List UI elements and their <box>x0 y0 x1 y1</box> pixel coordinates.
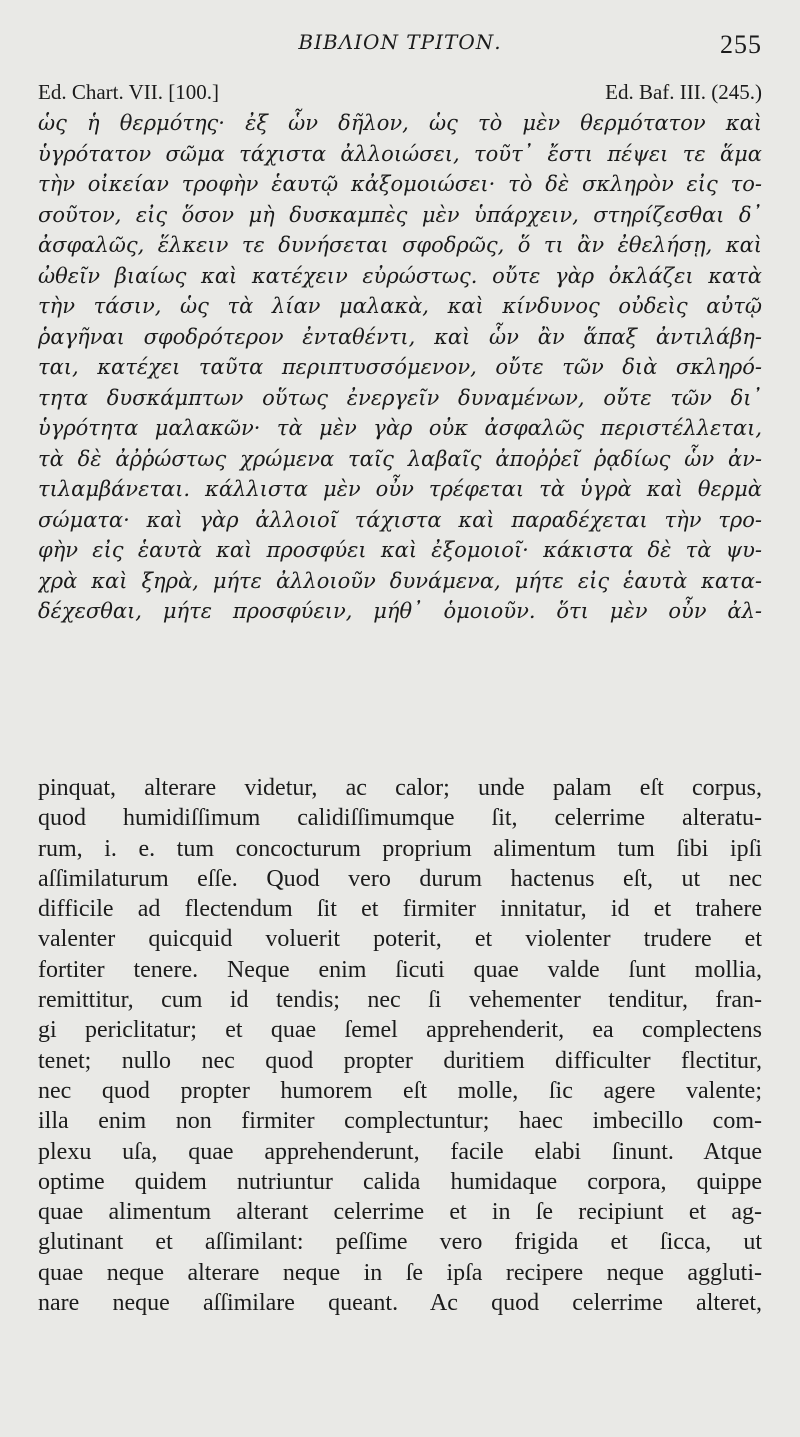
greek-line: ὠθεῖν βιαίως καὶ κατέχειν εὐρώστως. οὔτε γὰρ ὀκλάζει κατὰ <box>38 263 762 288</box>
greek-line: ται, κατέχει ταῦτα περιπτυσσόμενον, οὔτε τῶν διὰ σκληρό- <box>38 355 762 379</box>
greek-line: σοῦτον, εἰς ὅσον μὴ δυσκαμπὲς μὲν ὑπάρχειν, στηρίζεσθαι δ᾽ <box>38 202 762 227</box>
latin-line: difficile ad flectendum ſit et firmiter innitatur, id et trahere <box>38 896 762 923</box>
greek-line: δέχεσθαι, μήτε προσφύειν, μήθ᾽ ὁμοιοῦν. ὅτι μὲν οὖν ἀλ- <box>38 599 762 623</box>
latin-line: plexu uſa, quae apprehenderunt, facile elabi ſinunt. Atque <box>38 1138 762 1165</box>
latin-line: rum, i. e. tum concocturum proprium alimentum tum ſibi ipſi <box>38 835 762 862</box>
greek-line: τὰ δὲ ἀῤῥώστως χρώμενα ταῖς λαβαῖς ἀποῤῥεῖ ῥᾳδίως ὧν ἀν- <box>38 446 762 471</box>
edition-reference-left: Ed. Chart. VII. [100.] <box>38 80 219 104</box>
greek-line: ῥαγῆναι σφοδρότερον ἐνταθέντι, καὶ ὧν ἂν ἅπαξ ἀντιλάβη- <box>38 324 762 349</box>
greek-text-block <box>38 108 762 627</box>
greek-line: ὑγρότητα μαλακῶν· τὰ μὲν γὰρ οὐκ ἀσφαλῶς περιστέλλεται, <box>38 416 762 440</box>
greek-line: τὴν τάσιν, ὡς τὰ λίαν μαλακὰ, καὶ κίνδυνος οὐδεὶς αὐτῷ <box>38 294 762 318</box>
latin-line: fortiter tenere. Neque enim ſicuti quae valde ſunt mollia, <box>38 956 762 983</box>
greek-line: σώματα· καὶ γὰρ ἀλλοιοῖ τάχιστα καὶ παραδέχεται τὴν τρο- <box>38 507 762 532</box>
latin-line: quod humidiſſimum calidiſſimumque ſit, celerrime alteratu- <box>38 805 762 832</box>
latin-line: illa enim non firmiter complectuntur; haec imbecillo com- <box>38 1108 762 1135</box>
running-title: ΒΙΒΛΙΟΝ ΤΡΙΤΟΝ. <box>298 30 502 54</box>
greek-line: τητα δυσκάμπτων οὕτως ἐνεργεῖν δυναμένων, οὔτε τῶν δι᾽ <box>38 385 762 410</box>
running-head <box>38 0 762 59</box>
greek-line: ὡς ἡ θερμότης· ἐξ ὧν δῆλον, ὡς τὸ μὲν θερμότατον καὶ <box>38 111 762 135</box>
latin-line: pinquat, alterare videtur, ac calor; unde palam eſt corpus, <box>38 775 762 801</box>
latin-line: quae neque alterare neque in ſe ipſa recipere neque aggluti- <box>38 1259 762 1286</box>
latin-line: gi periclitatur; et quae ſemel apprehenderit, ea complectens <box>38 1017 762 1044</box>
latin-line: valenter quicquid voluerit poterit, et violenter trudere et <box>38 926 762 953</box>
latin-line: optime quidem nutriuntur calida humidaque corpora, quippe <box>38 1168 762 1195</box>
latin-line: glutinant et aſſimilant: peſſime vero frigida et ſicca, ut <box>38 1229 762 1256</box>
latin-line: aſſimilaturum eſſe. Quod vero durum hactenus eſt, ut nec <box>38 865 762 892</box>
edition-reference-line <box>38 78 762 106</box>
greek-line: φὴν εἰς ἑαυτὰ καὶ προσφύει καὶ ἐξομοιοῖ· κάκιστα δὲ τὰ ψυ- <box>38 538 762 562</box>
edition-reference-right: Ed. Baf. III. (245.) <box>605 80 762 104</box>
greek-line: τὴν οἰκείαν τροφὴν ἑαυτῷ κἀξομοιώσει· τὸ δὲ σκληρὸν εἰς το- <box>38 172 762 196</box>
latin-line: quae alimentum alterant celerrime et in ſe recipiunt et ag- <box>38 1199 762 1226</box>
latin-text-block <box>38 773 762 1318</box>
page-number: 255 <box>720 30 762 59</box>
latin-line: nec quod propter humorem eſt molle, ſic agere valente; <box>38 1077 762 1104</box>
greek-line: ἀσφαλῶς, ἕλκειν τε δυνήσεται σφοδρῶς, ὅ τι ἂν ἐθελήσῃ, καὶ <box>38 233 762 257</box>
greek-line: χρὰ καὶ ξηρὰ, μήτε ἀλλοιοῦν δυνάμενα, μήτε εἰς ἑαυτὰ κατα- <box>38 568 762 593</box>
latin-line: nare neque aſſimilare queant. Ac quod celerrime alteret, <box>38 1290 762 1317</box>
greek-line: ὑγρότατον σῶμα τάχιστα ἀλλοιώσει, τοῦτ᾽ ἔστι πέψει τε ἅμα <box>38 141 762 166</box>
latin-line: tenet; nullo nec quod propter duritiem difficulter flectitur, <box>38 1047 762 1074</box>
latin-line: remittitur, cum id tendis; nec ſi vehementer tenditur, fran- <box>38 987 762 1014</box>
greek-line: τιλαμβάνεται. κάλλιστα μὲν οὖν τρέφεται τὰ ὑγρὰ καὶ θερμὰ <box>38 477 762 501</box>
